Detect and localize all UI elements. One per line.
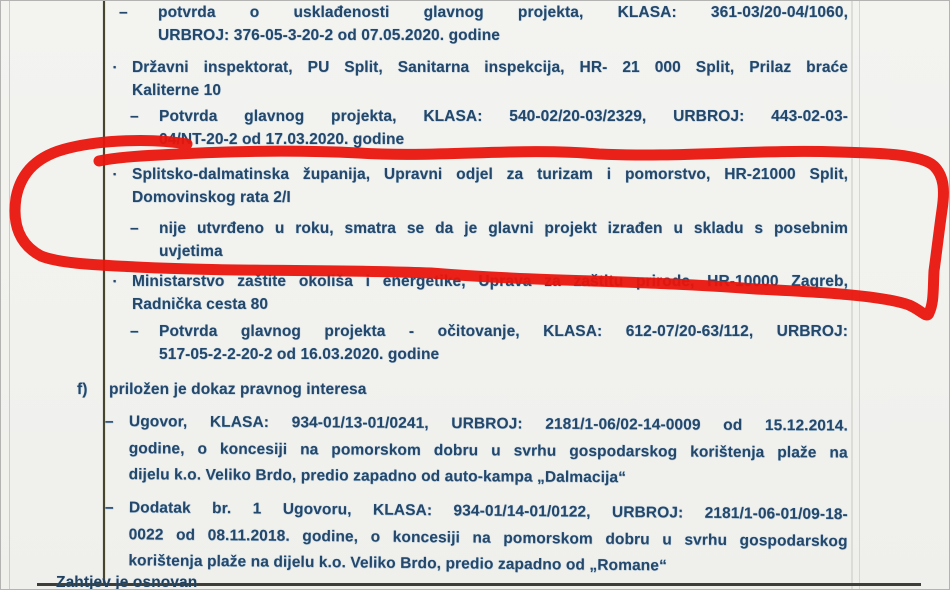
table-border-right-inner bbox=[859, 1, 860, 590]
text-line: Ministarstvo zaštite okoliša i energetike, Uprava za zaštitu prirode, HR-10000 Zagreb, bbox=[132, 273, 848, 290]
bullet-marker: ▪ bbox=[113, 62, 117, 72]
dash-marker: – bbox=[130, 323, 139, 340]
text-line: godine, o koncesiji na pomorskom dobru u svrhu gospodarskog korištenja plaže na bbox=[128, 439, 848, 462]
list-item-county bbox=[113, 163, 848, 209]
page-left-edge-line bbox=[9, 1, 10, 590]
text-line: priložen je dokaz pravnog interesa bbox=[109, 381, 367, 398]
text-line: 04/NT-20-2 od 17.03.2020. godine bbox=[159, 131, 405, 148]
table-border-right-outer bbox=[851, 1, 853, 590]
text-line: Potvrda glavnog projekta - očitovanje, KLASA: 612-07/20-63/112, URBROJ: bbox=[159, 323, 848, 340]
text-line: Splitsko-dalmatinska županija, Upravni odjel za turizam i pomorstvo, HR-21000 Split, bbox=[132, 166, 848, 183]
footer-text bbox=[56, 572, 197, 590]
list-item-contract-addendum bbox=[104, 495, 848, 582]
bullet-marker: ▪ bbox=[113, 169, 117, 179]
text-line: URBROJ: 376-05-3-20-2 od 07.05.2020. godine bbox=[158, 27, 500, 44]
text-line: nije utvrđeno u roku, smatra se da je glavni projekt izrađen u skladu s posebnim bbox=[159, 220, 848, 237]
list-item-inspectorate bbox=[113, 56, 848, 102]
dash-marker: – bbox=[104, 412, 114, 431]
item-f-marker: f) bbox=[77, 381, 88, 398]
list-item-f bbox=[77, 378, 848, 401]
text-line: korištenja plaže na dijelu k.o. Veliko Brdo, predio zapadno od „Romane“ bbox=[128, 552, 667, 575]
footer-text-label: Zahtjev je osnovan bbox=[56, 574, 198, 590]
list-item-county-note bbox=[130, 217, 848, 263]
bullet-marker: ▪ bbox=[113, 276, 117, 286]
list-item-inspectorate-confirmation bbox=[130, 105, 848, 151]
text-line: 517-05-2-2-20-2 od 16.03.2020. godine bbox=[159, 346, 440, 363]
list-item-ministry bbox=[113, 270, 848, 316]
list-item-contract bbox=[105, 409, 848, 493]
text-line: potvrda o usklađenosti glavnog projekta, KLASA: 361-03/20-04/1060, bbox=[158, 4, 848, 21]
dash-marker: – bbox=[130, 220, 139, 237]
list-item-ministry-confirmation bbox=[130, 320, 848, 366]
text-line: Državni inspektorat, PU Split, Sanitarna inspekcija, HR- 21 000 Split, Prilaz braće bbox=[132, 59, 848, 76]
dash-marker: – bbox=[104, 498, 114, 517]
text-line: uvjetima bbox=[159, 243, 223, 260]
text-line: 0022 od 08.11.2018. godine, o koncesiji na pomorskom dobru u svrhu gospodarskog bbox=[128, 525, 848, 550]
text-line: Dodatak br. 1 Ugovoru, KLASA: 934-01/14-01/0122, URBROJ: 2181/1-06-01/09-18- bbox=[128, 499, 848, 524]
text-line: Potvrda glavnog projekta, KLASA: 540-02/20-03/2329, URBROJ: 443-02-03- bbox=[159, 108, 848, 125]
dash-marker: – bbox=[119, 4, 128, 21]
text-line: Kaliterne 10 bbox=[132, 82, 222, 99]
text-line: Ugovor, KLASA: 934-01/13-01/0241, URBROJ: 2181/1-06/02-14-0009 od 15.12.2014. bbox=[128, 413, 848, 435]
text-line: Radnička cesta 80 bbox=[132, 296, 269, 313]
dash-marker: – bbox=[130, 108, 139, 125]
text-line: Domovinskog rata 2/I bbox=[132, 189, 291, 206]
text-line: dijelu k.o. Veliko Brdo, predio zapadno od auto-kampa „Dalmacija“ bbox=[128, 466, 627, 487]
list-item-confirmation-top bbox=[119, 1, 848, 47]
